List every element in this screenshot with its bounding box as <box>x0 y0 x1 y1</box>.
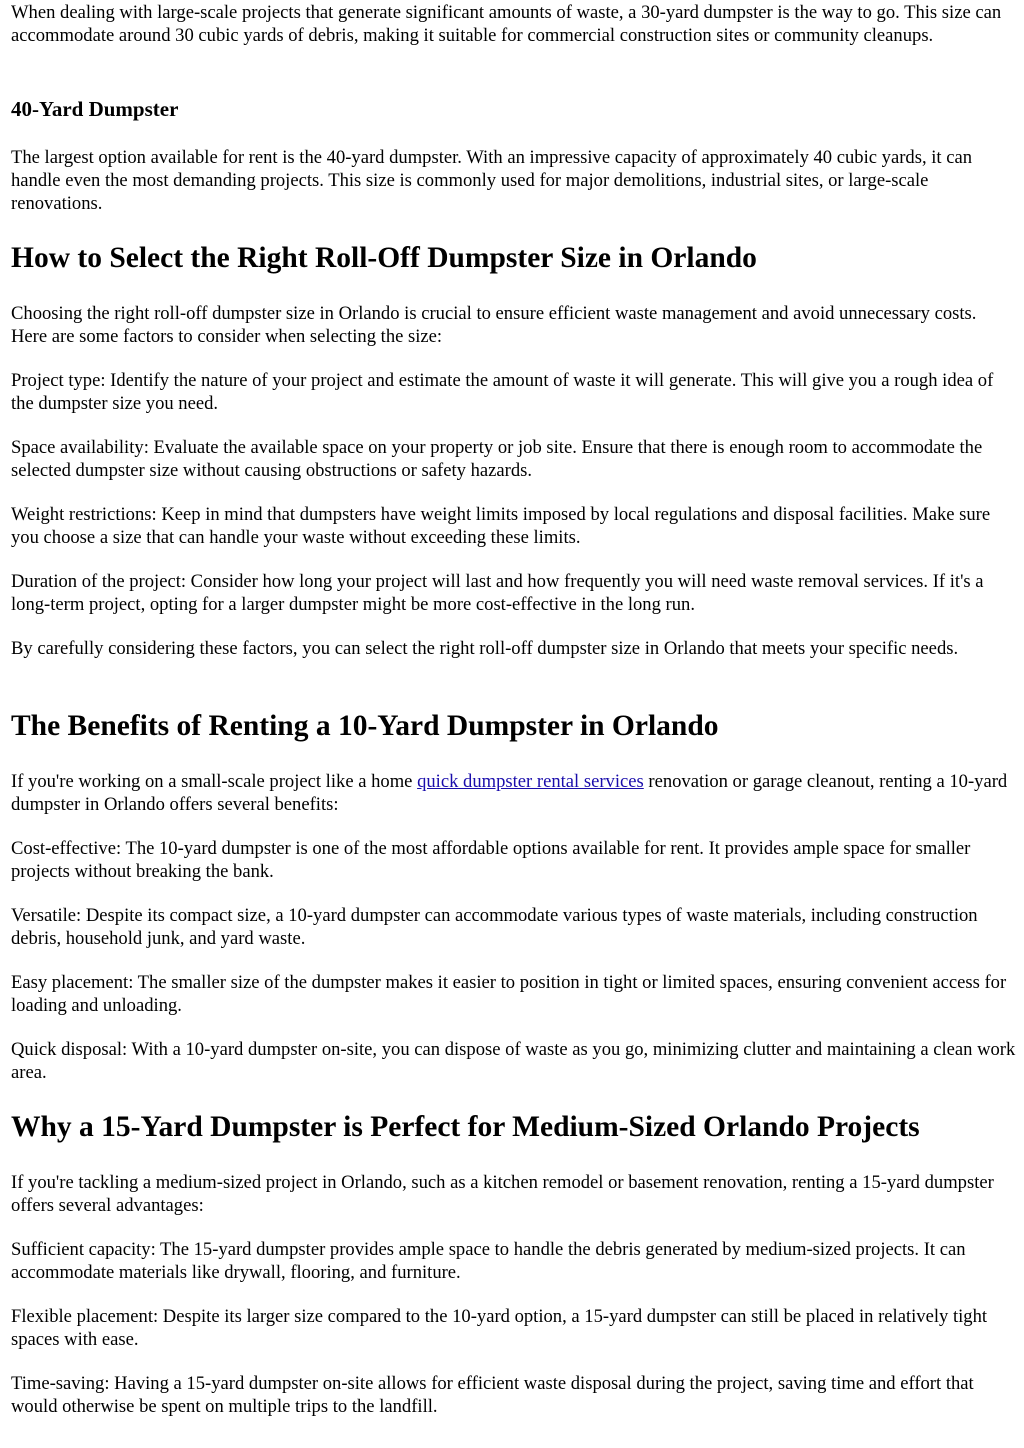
paragraph-10-yard-intro <box>11 770 1016 816</box>
heading-40-yard-dumpster: 40-Yard Dumpster <box>11 97 179 121</box>
paragraph-quick-disposal: Quick disposal: With a 10-yard dumpster on-site, you can dispose of waste as you go, minimizing clutter and maintaining a clean work area. <box>11 1039 1016 1083</box>
quick-dumpster-rental-link[interactable]: quick dumpster rental services <box>417 771 644 792</box>
paragraph-duration: Duration of the project: Consider how long your project will last and how frequently you will need waste removal services. If it's a long-term project, opting for a larger dumpster might be more cost-effective in the long run. <box>11 571 984 615</box>
paragraph-space-availability: Space availability: Evaluate the available space on your property or job site. Ensure that there is enough room to accommodate the selected dumpster size without causing obstructions or safety hazards. <box>11 437 983 481</box>
paragraph-project-type: Project type: Identify the nature of your project and estimate the amount of waste it will generate. This will give you a rough idea of the dumpster size you need. <box>11 370 994 414</box>
heading-10-yard-benefits: The Benefits of Renting a 10-Yard Dumpster in Orlando <box>11 710 719 742</box>
paragraph-time-saving: Time-saving: Having a 15-yard dumpster on-site allows for efficient waste disposal during the project, saving time and effort that would otherwise be spent on multiple trips to the landfill. <box>11 1373 974 1417</box>
paragraph-select-intro: Choosing the right roll-off dumpster size in Orlando is crucial to ensure efficient waste management and avoid unnecessary costs. Here are some factors to consider when selecting the size: <box>11 303 977 347</box>
paragraph-15-yard-intro: If you're tackling a medium-sized project in Orlando, such as a kitchen remodel or basement renovation, renting a 15-yard dumpster offers several advantages: <box>11 1172 994 1216</box>
intro-text-before-link: If you're working on a small-scale project like a home <box>11 771 418 792</box>
intro-text-after-link: renovation or garage cleanout, renting a 10-yard dumpster in Orlando offers several benefits: <box>11 771 1008 815</box>
paragraph-weight-restrictions: Weight restrictions: Keep in mind that dumpsters have weight limits imposed by local regulations and disposal facilities. Make sure you choose a size that can handle your waste without exceeding these limits. <box>11 504 991 548</box>
paragraph-30-yard-intro: When dealing with large-scale projects that generate significant amounts of waste, a 30-yard dumpster is the way to go. This size can accommodate around 30 cubic yards of debris, making it suitable for commercial construction sites or community cleanups. <box>11 2 1002 46</box>
paragraph-sufficient-capacity: Sufficient capacity: The 15-yard dumpster provides ample space to handle the debris generated by medium-sized projects. It can accommodate materials like drywall, flooring, and furniture. <box>11 1239 966 1283</box>
paragraph-cost-effective: Cost-effective: The 10-yard dumpster is one of the most affordable options available for rent. It provides ample space for smaller projects without breaking the bank. <box>11 838 971 882</box>
paragraph-40-yard: The largest option available for rent is the 40-yard dumpster. With an impressive capacity of approximately 40 cubic yards, it can handle even the most demanding projects. This size is commonly used for major demolitions, industrial sites, or large-scale renovations. <box>11 147 973 214</box>
paragraph-select-conclusion: By carefully considering these factors, you can select the right roll-off dumpster size in Orlando that meets your specific needs. <box>11 638 959 659</box>
heading-15-yard-medium-projects: Why a 15-Yard Dumpster is Perfect for Medium-Sized Orlando Projects <box>11 1111 920 1143</box>
paragraph-flexible-placement: Flexible placement: Despite its larger size compared to the 10-yard option, a 15-yard dumpster can still be placed in relatively tight spaces with ease. <box>11 1306 988 1350</box>
heading-select-size: How to Select the Right Roll-Off Dumpster Size in Orlando <box>11 242 757 274</box>
paragraph-versatile: Versatile: Despite its compact size, a 10-yard dumpster can accommodate various types of waste materials, including construction debris, household junk, and yard waste. <box>11 905 978 949</box>
paragraph-easy-placement: Easy placement: The smaller size of the dumpster makes it easier to position in tight or limited spaces, ensuring convenient access for loading and unloading. <box>11 972 1007 1016</box>
